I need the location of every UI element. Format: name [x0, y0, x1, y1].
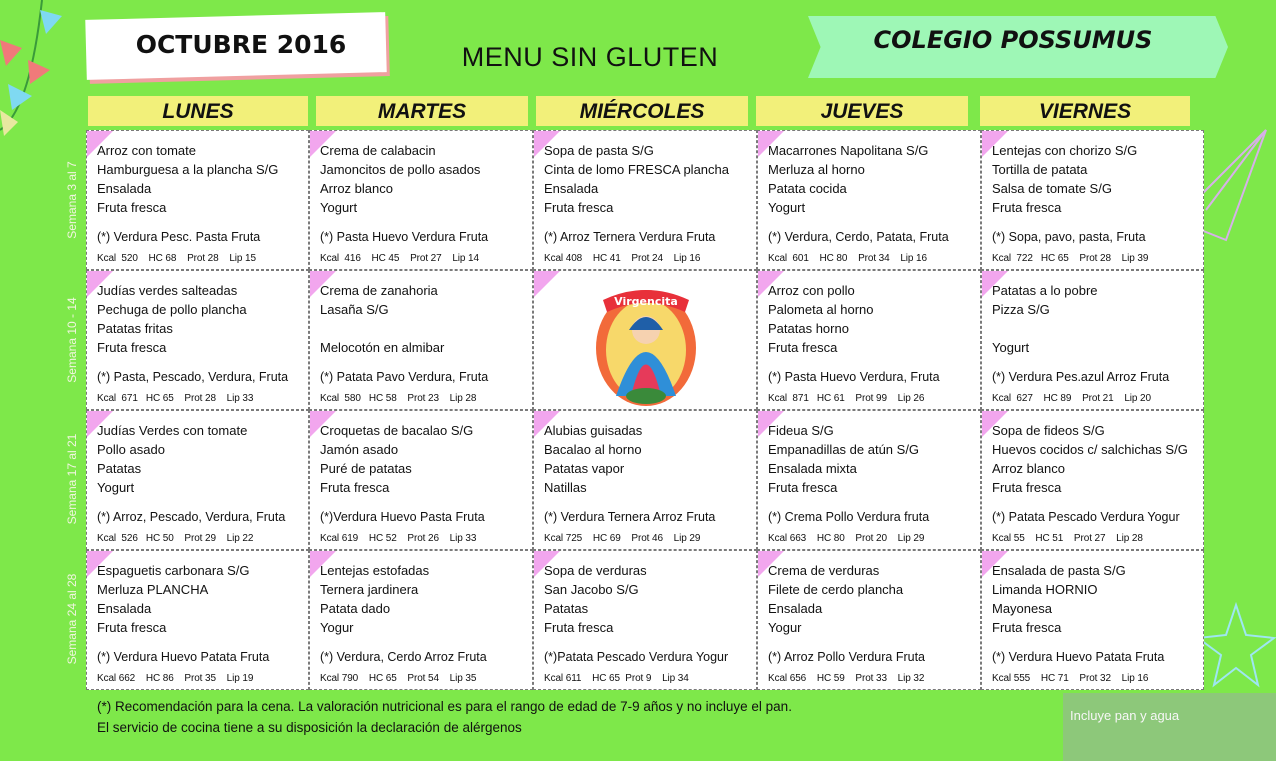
nutrition-values: Kcal 656 HC 59 Prot 33 Lip 32 — [768, 673, 925, 684]
menu-cell-jueves-week-2 — [757, 270, 981, 410]
nutrition-values: Kcal 627 HC 89 Prot 21 Lip 20 — [992, 393, 1151, 404]
week-label: Semana 10 - 14 — [65, 297, 79, 383]
menu-cell-martes-week-4 — [309, 550, 533, 690]
menu-cell-viernes-week-2 — [981, 270, 1204, 410]
dish-item: Espaguetis carbonara S/G — [97, 563, 250, 578]
corner-triangle-decoration — [534, 271, 560, 297]
star-decoration — [1196, 600, 1276, 690]
day-header-miercoles: MIÉRCOLES — [536, 96, 748, 126]
dish-item: Ensalada mixta — [768, 461, 857, 476]
dinner-recommendation: (*)Verdura Huevo Pasta Fruta — [320, 510, 485, 524]
dish-item: Fideua S/G — [768, 423, 834, 438]
menu-cell-lunes-week-2 — [86, 270, 309, 410]
dinner-recommendation: (*) Sopa, pavo, pasta, Fruta — [992, 230, 1146, 244]
dish-item: Crema de zanahoria — [320, 283, 438, 298]
dinner-recommendation: (*) Verdura Pesc. Pasta Fruta — [97, 230, 261, 244]
dish-item: Bacalao al horno — [544, 442, 642, 457]
dish-item: Fruta fresca — [544, 200, 614, 215]
nutrition-values: Kcal 871 HC 61 Prot 99 Lip 26 — [768, 393, 925, 404]
menu-cell-martes-week-2 — [309, 270, 533, 410]
dinner-recommendation: (*) Verdura Pes.azul Arroz Fruta — [992, 370, 1170, 384]
dish-item: Cinta de lomo FRESCA plancha — [544, 162, 729, 177]
menu-cell-viernes-week-3 — [981, 410, 1204, 550]
dish-item: Arroz blanco — [992, 461, 1065, 476]
dinner-recommendation: (*) Arroz Ternera Verdura Fruta — [544, 230, 716, 244]
dish-item: Crema de verduras — [768, 563, 880, 578]
dinner-recommendation: (*)Patata Pescado Verdura Yogur — [544, 650, 729, 664]
dish-item: Patata dado — [320, 601, 391, 616]
menu-cell-lunes-week-3 — [86, 410, 309, 550]
dish-item: Pechuga de pollo plancha — [97, 302, 247, 317]
nutrition-values: Kcal 416 HC 45 Prot 27 Lip 14 — [320, 253, 479, 264]
menu-cell-jueves-week-3 — [757, 410, 981, 550]
dinner-recommendation: (*) Verdura Ternera Arroz Fruta — [544, 510, 716, 524]
nutrition-values: Kcal 55 HC 51 Prot 27 Lip 28 — [992, 533, 1143, 544]
dish-item: Fruta fresca — [768, 480, 838, 495]
dish-item: Limanda HORNIO — [992, 582, 1098, 597]
school-name: COLEGIO POSSUMUS — [873, 26, 1153, 54]
dish-item: Ensalada — [768, 601, 823, 616]
dish-item: San Jacobo S/G — [544, 582, 639, 597]
dish-item: Puré de patatas — [320, 461, 412, 476]
nutrition-values: Kcal 526 HC 50 Prot 29 Lip 22 — [97, 533, 254, 544]
dish-item: Ternera jardinera — [320, 582, 419, 597]
dish-item: Merluza PLANCHA — [97, 582, 209, 597]
menu-cell-miercoles-week-4 — [533, 550, 757, 690]
dish-item: Natillas — [544, 480, 587, 495]
dish-item: Patatas fritas — [97, 321, 173, 336]
week-label: Semana 17 al 21 — [65, 433, 79, 525]
dish-item: Fruta fresca — [992, 480, 1062, 495]
nutrition-values: Kcal 725 HC 69 Prot 46 Lip 29 — [544, 533, 701, 544]
dish-item: Patata cocida — [768, 181, 847, 196]
dish-item: Fruta fresca — [320, 480, 390, 495]
dish-item: Judías verdes salteadas — [97, 283, 238, 298]
dish-item: Jamoncitos de pollo asados — [320, 162, 481, 177]
dinner-recommendation: (*) Patata Pescado Verdura Yogur — [992, 510, 1180, 524]
dish-item: Fruta fresca — [992, 200, 1062, 215]
dinner-recommendation: (*) Verdura Huevo Patata Fruta — [97, 650, 270, 664]
dinner-recommendation: (*) Patata Pavo Verdura, Fruta — [320, 370, 489, 384]
dish-item: Yogur — [320, 620, 354, 635]
menu-cell-miercoles-week-1 — [533, 130, 757, 270]
dish-item: Yogur — [768, 620, 802, 635]
dish-item: Sopa de pasta S/G — [544, 143, 654, 158]
dinner-recommendation: (*) Pasta Huevo Verdura, Fruta — [768, 370, 940, 384]
dinner-recommendation: (*) Arroz, Pescado, Verdura, Fruta — [97, 510, 286, 524]
dish-item: Lentejas estofadas — [320, 563, 430, 578]
dish-item: Huevos cocidos c/ salchichas S/G — [992, 442, 1188, 457]
nutrition-values: Kcal 619 HC 52 Prot 26 Lip 33 — [320, 533, 477, 544]
bread-note: Incluye pan y agua — [1070, 708, 1180, 723]
dish-item: Sopa de verduras — [544, 563, 647, 578]
dish-item: Yogurt — [992, 340, 1030, 355]
dish-item: Patatas a lo pobre — [992, 283, 1098, 298]
dish-item: Empanadillas de atún S/G — [768, 442, 920, 457]
menu-cell-miercoles-week-2 — [533, 270, 757, 410]
menu-grid — [86, 130, 1204, 690]
week-label: Semana 24 al 28 — [65, 573, 79, 665]
dish-item: Merluza al horno — [768, 162, 865, 177]
dish-item: Palometa al horno — [768, 302, 874, 317]
week-label: Semana 3 al 7 — [65, 161, 79, 239]
dish-item: Judías Verdes con tomate — [97, 423, 248, 438]
menu-cell-jueves-week-4 — [757, 550, 981, 690]
dish-item: Fruta fresca — [97, 200, 167, 215]
dinner-recommendation: (*) Verdura Huevo Patata Fruta — [992, 650, 1165, 664]
footer-allergens-note: El servicio de cocina tiene a su disposición la declaración de alérgenos — [97, 720, 522, 735]
menu-cell-martes-week-1 — [309, 130, 533, 270]
nutrition-values: Kcal 671 HC 65 Prot 28 Lip 33 — [97, 393, 254, 404]
dish-item: Filete de cerdo plancha — [768, 582, 904, 597]
virgencita-label: Virgencita — [614, 295, 678, 308]
dish-item: Yogurt — [768, 200, 806, 215]
dish-item: Ensalada — [97, 181, 152, 196]
footer-note: (*) Recomendación para la cena. La valoración nutricional es para el rango de edad de 7-9 años y no incluye el pan. — [97, 699, 792, 714]
dish-item: Macarrones Napolitana S/G — [768, 143, 929, 158]
nutrition-values: Kcal 611 HC 65 Prot 9 Lip 34 — [544, 673, 689, 684]
dish-item: Fruta fresca — [992, 620, 1062, 635]
nutrition-values: Kcal 722 HC 65 Prot 28 Lip 39 — [992, 253, 1149, 264]
dish-item: Lasaña S/G — [320, 302, 389, 317]
menu-cell-miercoles-week-3 — [533, 410, 757, 550]
menu-title: MENU SIN GLUTEN — [461, 42, 719, 72]
menu-cell-lunes-week-4 — [86, 550, 309, 690]
nutrition-values: Kcal 662 HC 86 Prot 35 Lip 19 — [97, 673, 254, 684]
dish-item: Sopa de fideos S/G — [992, 423, 1105, 438]
nutrition-values: Kcal 663 HC 80 Prot 20 Lip 29 — [768, 533, 925, 544]
dish-item: Fruta fresca — [97, 340, 167, 355]
day-header-viernes: VIERNES — [980, 96, 1190, 126]
dinner-recommendation: (*) Verdura, Cerdo Arroz Fruta — [320, 650, 487, 664]
dish-item: Melocotón en almibar — [320, 340, 445, 355]
bread-note-box — [1063, 693, 1276, 761]
dinner-recommendation: (*) Verdura, Cerdo, Patata, Fruta — [768, 230, 949, 244]
dish-item: Patatas vapor — [544, 461, 625, 476]
dish-item: Arroz con tomate — [97, 143, 196, 158]
dish-item: Ensalada — [544, 181, 599, 196]
nutrition-values: Kcal 580 HC 58 Prot 23 Lip 28 — [320, 393, 477, 404]
dish-item: Ensalada de pasta S/G — [992, 563, 1126, 578]
dish-item: Mayonesa — [992, 601, 1052, 616]
day-header-jueves: JUEVES — [756, 96, 968, 126]
dish-item: Patatas — [97, 461, 142, 476]
dish-item: Jamón asado — [320, 442, 399, 457]
dish-item: Hamburguesa a la plancha S/G — [97, 162, 279, 177]
day-header-martes: MARTES — [316, 96, 528, 126]
dish-item: Patatas — [544, 601, 589, 616]
menu-cell-viernes-week-1 — [981, 130, 1204, 270]
nutrition-values: Kcal 408 HC 41 Prot 24 Lip 16 — [544, 253, 701, 264]
dish-item: Patatas horno — [768, 321, 849, 336]
dish-item: Arroz blanco — [320, 181, 393, 196]
nutrition-values: Kcal 555 HC 71 Prot 32 Lip 16 — [992, 673, 1149, 684]
dinner-recommendation: (*) Arroz Pollo Verdura Fruta — [768, 650, 926, 664]
dish-item: Yogurt — [320, 200, 358, 215]
menu-cell-jueves-week-1 — [757, 130, 981, 270]
dish-item: Fruta fresca — [768, 340, 838, 355]
nutrition-values: Kcal 520 HC 68 Prot 28 Lip 15 — [97, 253, 256, 264]
dish-item: Fruta fresca — [544, 620, 614, 635]
dinner-recommendation: (*) Crema Pollo Verdura fruta — [768, 510, 930, 524]
dish-item: Alubias guisadas — [544, 423, 643, 438]
dish-item: Salsa de tomate S/G — [992, 181, 1112, 196]
dish-item: Croquetas de bacalao S/G — [320, 423, 474, 438]
dish-item: Ensalada — [97, 601, 152, 616]
dish-item: Arroz con pollo — [768, 283, 855, 298]
virgencita-illustration — [581, 278, 711, 406]
day-header-lunes: LUNES — [88, 96, 308, 126]
menu-cell-martes-week-3 — [309, 410, 533, 550]
dish-item: Pollo asado — [97, 442, 165, 457]
dish-item: Pizza S/G — [992, 302, 1050, 317]
dish-item: Tortilla de patata — [992, 162, 1088, 177]
dinner-recommendation: (*) Pasta Huevo Verdura Fruta — [320, 230, 489, 244]
dinner-recommendation: (*) Pasta, Pescado, Verdura, Fruta — [97, 370, 289, 384]
menu-cell-viernes-week-4 — [981, 550, 1204, 690]
dish-item: Lentejas con chorizo S/G — [992, 143, 1138, 158]
dish-item: Fruta fresca — [97, 620, 167, 635]
nutrition-values: Kcal 790 HC 65 Prot 54 Lip 35 — [320, 673, 477, 684]
menu-cell-lunes-week-1 — [86, 130, 309, 270]
dish-item: Crema de calabacin — [320, 143, 436, 158]
nutrition-values: Kcal 601 HC 80 Prot 34 Lip 16 — [768, 253, 927, 264]
month-title: OCTUBRE 2016 — [135, 30, 347, 59]
dish-item: Yogurt — [97, 480, 135, 495]
